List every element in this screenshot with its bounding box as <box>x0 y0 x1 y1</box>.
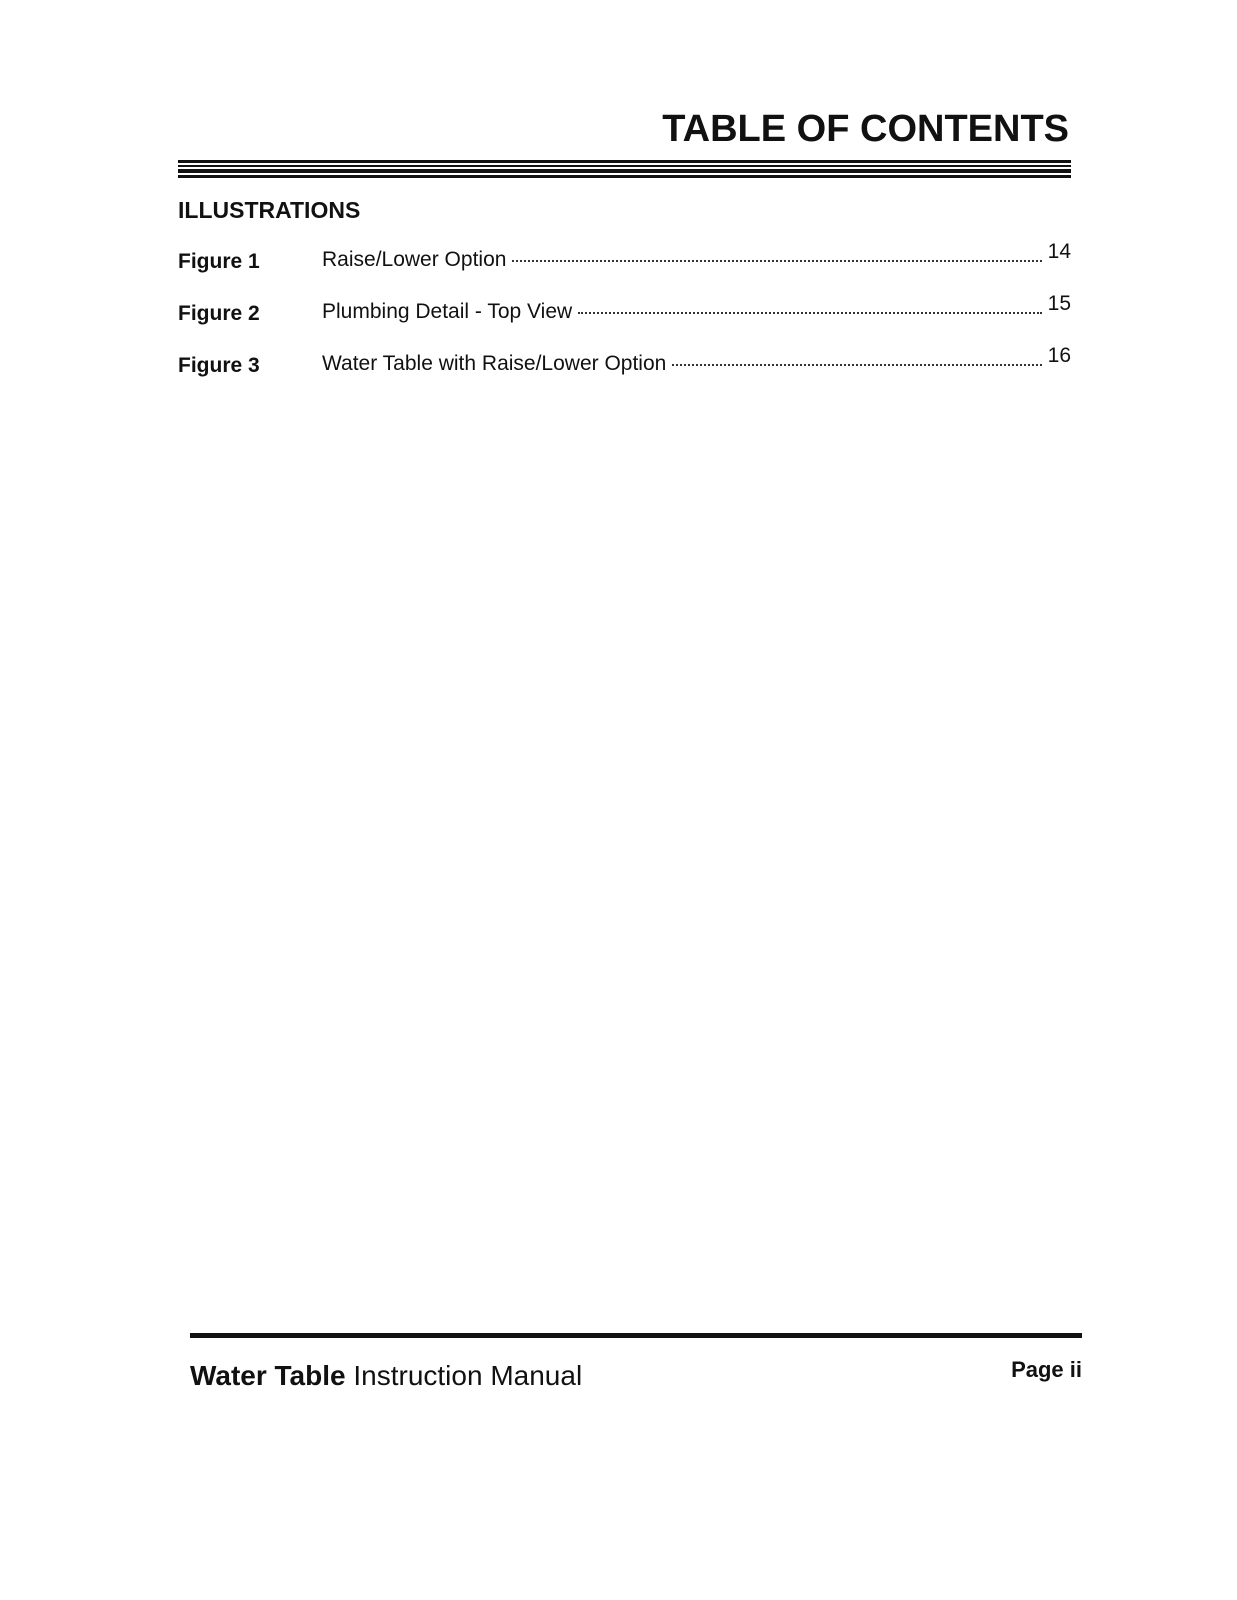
dot-leader <box>672 364 1041 366</box>
dot-leader <box>578 312 1041 314</box>
footer-page-number: Page ii <box>1011 1357 1082 1382</box>
figure-label: Figure 3 <box>178 354 260 377</box>
toc-row[interactable] <box>178 290 1071 342</box>
figure-label: Figure 1 <box>178 250 260 273</box>
toc-entry <box>322 292 1071 324</box>
toc-row[interactable] <box>178 342 1071 394</box>
footer-title-regular: Instruction Manual <box>353 1360 583 1391</box>
page-title: TABLE OF CONTENTS <box>662 108 1069 150</box>
toc-entry <box>322 344 1071 376</box>
figure-title: Plumbing Detail - Top View <box>322 300 573 323</box>
illustrations-list <box>178 238 1071 394</box>
footer-title-bold: Water Table <box>190 1360 346 1391</box>
section-heading-illustrations: ILLUSTRATIONS <box>178 197 361 223</box>
toc-entry <box>322 240 1071 272</box>
figure-title: Raise/Lower Option <box>322 248 507 271</box>
footer-divider <box>190 1333 1082 1338</box>
page-number: 15 <box>1047 292 1071 315</box>
footer-manual-title <box>190 1360 582 1392</box>
figure-label: Figure 2 <box>178 302 260 325</box>
page-number: 14 <box>1047 240 1071 263</box>
toc-row[interactable] <box>178 238 1071 290</box>
figure-title: Water Table with Raise/Lower Option <box>322 352 667 375</box>
title-divider <box>178 160 1071 180</box>
page-number: 16 <box>1047 344 1071 367</box>
dot-leader <box>512 260 1041 262</box>
